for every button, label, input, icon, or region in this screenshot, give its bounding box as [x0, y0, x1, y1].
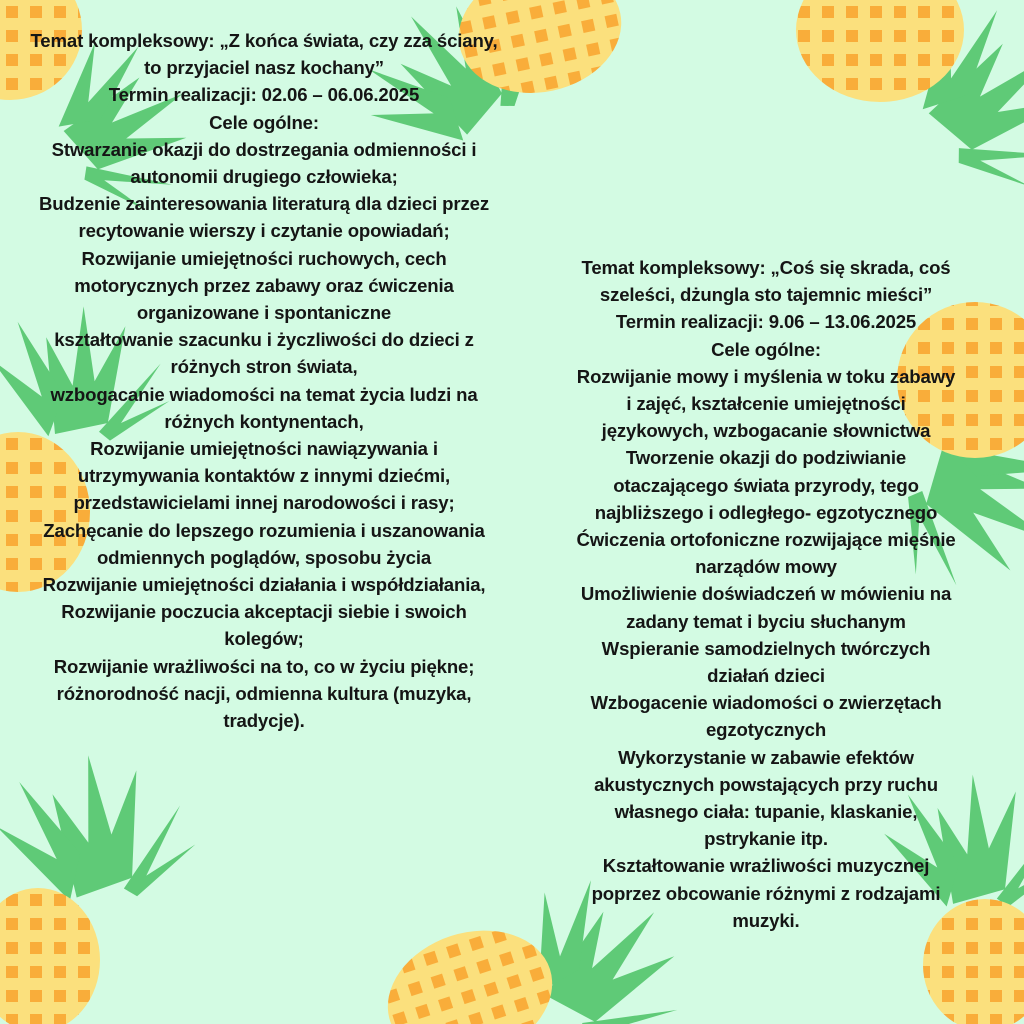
- text-line: Ćwiczenia ortofoniczne rozwijające mięśnie: [576, 529, 956, 551]
- pineapple-icon: [796, 0, 1024, 212]
- text-line: działań dzieci: [707, 665, 825, 687]
- text-line: Rozwijanie mowy i myślenia w toku zabawy: [576, 365, 956, 387]
- text-line: Temat kompleksowy: „Z końca świata, czy zza ściany,: [30, 30, 498, 51]
- text-line: zadany temat i byciu słuchanym: [626, 610, 906, 632]
- text-line: odmiennych poglądów, sposobu życia: [96, 546, 432, 568]
- text-line: przedstawicielami innej narodowości i rasy;: [73, 492, 455, 514]
- text-line: Termin realizacji: 02.06 – 06.06.2025: [108, 84, 420, 106]
- text-line: różnorodność nacji, odmienna kultura (muzyka,: [56, 682, 472, 704]
- text-line: Cele ogólne:: [209, 111, 319, 133]
- text-line: Cele ogólne:: [711, 338, 821, 360]
- text-line: Zachęcanie do lepszego rozumienia i uszanowania: [43, 519, 485, 541]
- text-line: najbliższego i odległego- egzotycznego: [594, 501, 938, 523]
- text-line: utrzymywania kontaktów z innymi dziećmi,: [77, 465, 451, 487]
- text-line: recytowanie wierszy i czytanie opowiadań;: [78, 220, 450, 242]
- text-line: szeleści, dżungla sto tajemnic mieści”: [599, 284, 933, 306]
- text-line: autonomii drugiego człowieka;: [130, 166, 398, 188]
- text-line: Wzbogacenie wiadomości o zwierzętach: [590, 692, 942, 714]
- text-line: otaczającego świata przyrody, tego: [613, 474, 919, 496]
- text-line: Stwarzanie okazji do dostrzegania odmienności i: [51, 138, 477, 160]
- text-line: różnych kontynentach,: [164, 410, 364, 432]
- text-line: Wspieranie samodzielnych twórczych: [601, 637, 931, 659]
- text-line: Tworzenie okazji do podziwianie: [625, 447, 907, 469]
- text-line: Rozwijanie poczucia akceptacji siebie i swoich: [61, 601, 467, 623]
- text-line: egzotycznych: [705, 719, 827, 741]
- text-line: Temat kompleksowy: „Coś się skrada, coś: [581, 257, 951, 278]
- text-line: to przyjaciel nasz kochany”: [144, 57, 384, 79]
- text-line: motorycznych przez zabawy oraz ćwiczenia: [74, 274, 454, 296]
- right-theme-block: [518, 254, 1014, 934]
- text-line: narządów mowy: [695, 556, 837, 578]
- text-line: Rozwijanie wrażliwości na to, co w życiu piękne;: [53, 655, 475, 677]
- text-line: akustycznych powstających przy ruchu: [594, 773, 938, 795]
- text-line: pstrykanie itp.: [704, 828, 828, 850]
- text-line: poprzez obcowanie różnymi z rodzajami: [591, 882, 941, 904]
- text-line: Kształtowanie wrażliwości muzycznej: [602, 855, 930, 877]
- text-line: Rozwijanie umiejętności działania i współdziałania,: [42, 574, 486, 596]
- text-line: Rozwijanie umiejętności ruchowych, cech: [81, 247, 447, 269]
- text-line: tradycje).: [223, 710, 305, 732]
- pineapple-icon: [0, 742, 201, 1024]
- text-line: kolegów;: [224, 628, 304, 650]
- text-line: organizowane i spontaniczne: [136, 302, 392, 324]
- text-line: i zajęć, kształcenie umiejętności: [626, 393, 906, 415]
- text-line: Termin realizacji: 9.06 – 13.06.2025: [615, 311, 917, 333]
- text-line: Rozwijanie umiejętności nawiązywania i: [90, 438, 438, 460]
- text-line: językowych, wzbogacanie słownictwa: [601, 420, 931, 442]
- left-theme-block: [2, 27, 526, 734]
- text-line: Budzenie zainteresowania literaturą dla dzieci przez: [39, 193, 489, 215]
- text-line: kształtowanie szacunku i życzliwości do dzieci z: [54, 329, 474, 351]
- text-line: Umożliwienie doświadczeń w mówieniu na: [580, 583, 952, 605]
- text-line: muzyki.: [732, 909, 800, 931]
- text-line: wzbogacanie wiadomości na temat życia ludzi na: [50, 383, 478, 405]
- text-line: własnego ciała: tupanie, klaskanie,: [614, 801, 918, 823]
- text-line: Wykorzystanie w zabawie efektów: [618, 746, 914, 768]
- text-line: różnych stron świata,: [170, 356, 358, 378]
